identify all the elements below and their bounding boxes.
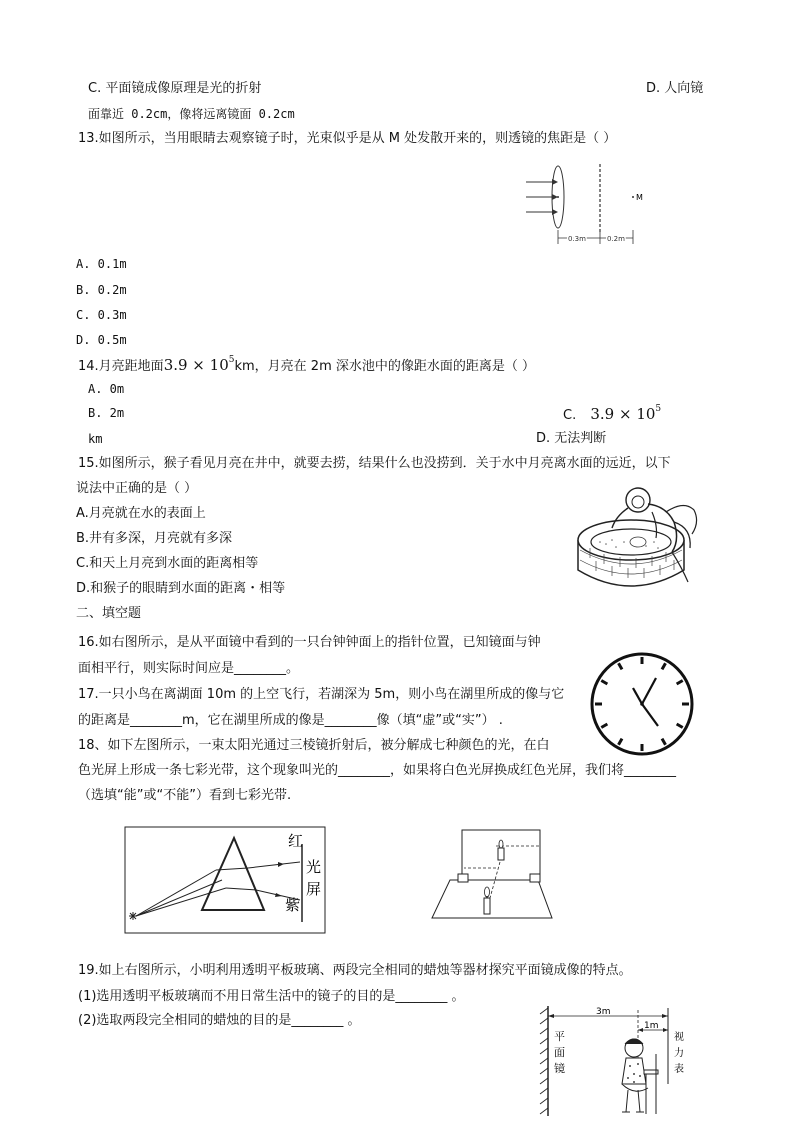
mirror-label-2: 面: [554, 1046, 565, 1059]
q14-option-c-value: $3.9 \times 10^5$: [590, 404, 662, 423]
q13-stem: 13.如图所示，当用眼睛去观察镜子时，光束似乎是从 M 处发散开来的，则透镜的焦距是（ ）: [78, 131, 617, 146]
q18-line-1: 18、如下左图所示，一束太阳光通过三棱镜折射后，被分解成七种颜色的光，在白: [78, 738, 550, 753]
q16-line-2: 面相平行，则实际时间应是________。: [78, 661, 300, 676]
q14-option-b: B. 2m: [88, 406, 125, 420]
mirror-label-1: 平: [554, 1030, 565, 1043]
q13-option-b: B. 0.2m: [76, 283, 127, 297]
clock-figure: [588, 650, 696, 758]
q14-option-c-unit: km: [88, 432, 103, 446]
q13-option-c: C. 0.3m: [76, 308, 127, 322]
prism-label-red: 红: [288, 832, 304, 850]
q18-line-2: 色光屏上形成一条七彩光带，这个现象叫光的________，如果将白色光屏换成红色光屏，我们将________: [78, 763, 677, 778]
q14-option-c-label: C.: [563, 408, 577, 423]
q13-option-a: A. 0.1m: [76, 257, 127, 271]
q15-option-d: D.和猴子的眼睛到水面的距离・相等: [76, 581, 286, 596]
q17-line-1: 17.一只小鸟在离湖面 10m 的上空飞行，若湖深为 5m，则小鸟在湖里所成的像与它: [78, 687, 565, 702]
q19-part-1: (1)选用透明平板玻璃而不用日常生活中的镜子的目的是________ 。: [78, 989, 465, 1004]
chart-label-3: 表: [674, 1064, 684, 1075]
q17-line-2: 的距离是________m，它在湖里所成的像是________像（填“虚”或“实”） .: [78, 713, 503, 728]
q13-lens-figure: [520, 160, 660, 250]
q14-option-a: A. 0m: [88, 382, 125, 396]
q13-label-m: M: [636, 193, 643, 202]
candle-mirror-figure: [428, 822, 554, 922]
q13-option-d: D. 0.5m: [76, 333, 127, 347]
q14-stem: [78, 354, 535, 376]
q12-option-d: D. 人向镜: [646, 81, 704, 96]
prism-label-purple: 紫: [285, 896, 301, 914]
chart-label-1: 视: [674, 1032, 684, 1043]
q14-stem-suffix: km，月亮在 2m 深水池中的像距水面的距离是（ ）: [234, 359, 535, 374]
monkey-well-illustration: [566, 482, 716, 600]
q14-math-value: $3.9 \times 10^5$: [163, 355, 235, 374]
section-fill-in-heading: 二、填空题: [76, 606, 142, 621]
q15-option-a: A.月亮就在水的表面上: [76, 506, 206, 521]
q18-line-3: （选填“能”或“不能”）看到七彩光带.: [78, 788, 292, 803]
q19-part-2: (2)选取两段完全相同的蜡烛的目的是________ 。: [78, 1013, 361, 1028]
chart-label-2: 力: [674, 1048, 684, 1059]
prism-dispersion-figure: [124, 826, 326, 934]
prism-label-screen-1: 光: [306, 858, 322, 876]
q15-option-c: C.和天上月亮到水面的距离相等: [76, 556, 259, 571]
dist-small-label: 1m: [644, 1021, 659, 1031]
q12-option-d-continued: 面靠近 0.2cm，像将远离镜面 0.2cm: [88, 107, 295, 121]
q14-option-d: D. 无法判断: [536, 431, 607, 446]
q15-stem-line-2: 说法中正确的是（ ）: [76, 481, 198, 496]
vision-chart-mirror-figure: [534, 1004, 694, 1120]
q14-stem-prefix: 14.月亮距地面: [78, 359, 164, 374]
dist-total-label: 3m: [596, 1007, 611, 1017]
q14-option-c: [563, 403, 661, 425]
q15-option-b: B.井有多深，月亮就有多深: [76, 531, 233, 546]
q16-line-1: 16.如右图所示，是从平面镜中看到的一只台钟钟面上的指针位置，已知镜面与钟: [78, 635, 541, 650]
q12-option-c: C. 平面镜成像原理是光的折射: [88, 81, 262, 96]
mirror-label-3: 镜: [554, 1062, 565, 1075]
q13-dist-label-2: 0.2m: [607, 235, 625, 243]
q15-stem-line-1: 15.如图所示，猴子看见月亮在井中，就要去捞，结果什么也没捞到．关于水中月亮离水面的远近，以下: [78, 456, 671, 471]
q13-dist-label-1: 0.3m: [568, 235, 586, 243]
prism-label-screen-2: 屏: [306, 880, 322, 898]
q19-stem: 19.如上右图所示，小明利用透明平板玻璃、两段完全相同的蜡烛等器材探究平面镜成像的特点。: [78, 963, 632, 978]
